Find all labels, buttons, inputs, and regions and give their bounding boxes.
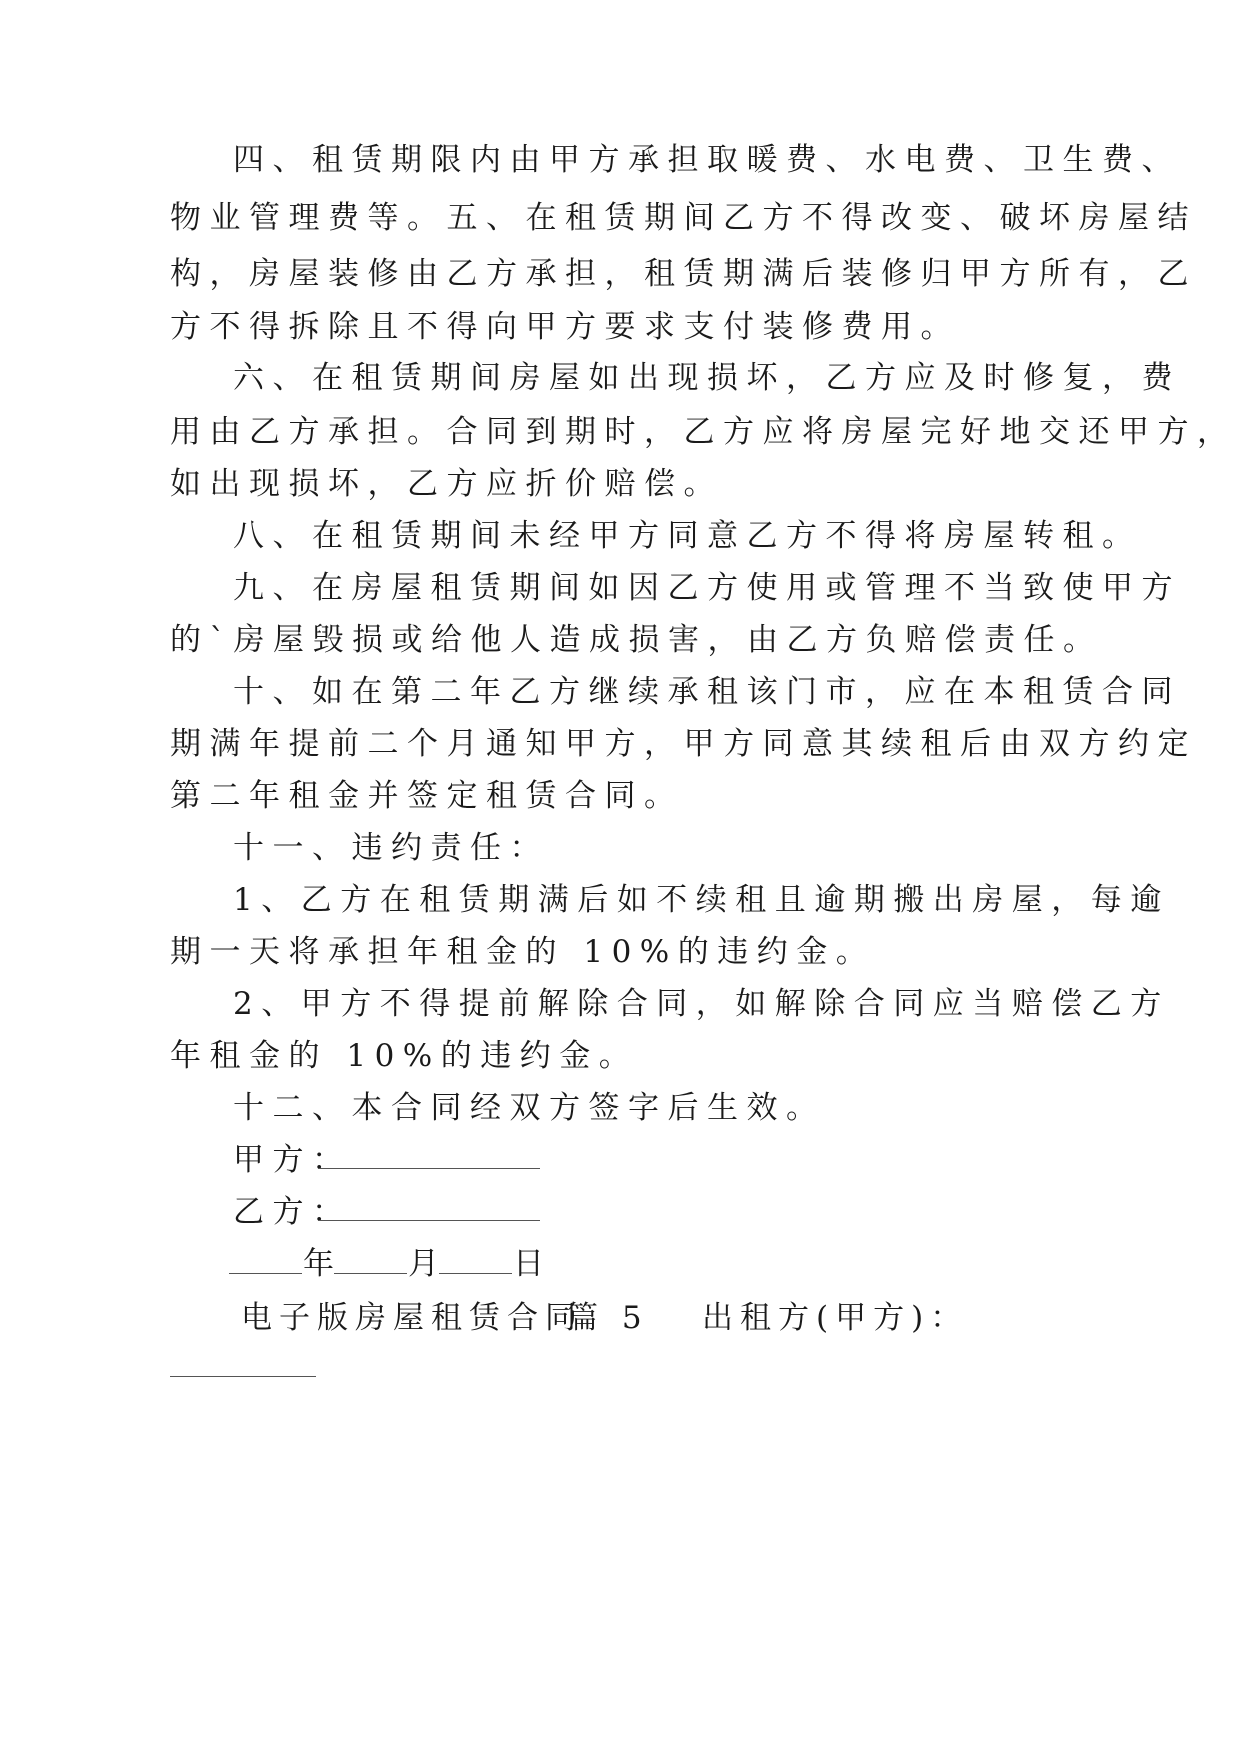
section-heading: 十一、违约责任：: [233, 830, 549, 866]
paragraph-line: 十、如在第二年乙方继续承租该门市，应在本租赁合同: [233, 674, 1181, 710]
year-blank: [229, 1273, 302, 1274]
party-a-label: 甲方：: [233, 1142, 352, 1178]
paragraph-line: 方不得拆除且不得向甲方要求支付装修费用。: [170, 309, 960, 345]
party-b-signature-line: [318, 1220, 540, 1221]
paragraph-line: 的`房屋毁损或给他人造成损害，由乙方负赔偿责任。: [170, 622, 1103, 658]
contract-section: 篇 5: [567, 1300, 649, 1336]
lessor-label: 出租方(甲方)：: [702, 1300, 969, 1336]
paragraph-line: 期满年提前二个月通知甲方，甲方同意其续租后由双方约定: [170, 726, 1197, 762]
party-b-label: 乙方：: [233, 1194, 352, 1230]
day-blank: [439, 1273, 512, 1274]
party-b-signature: [233, 1192, 352, 1232]
paragraph-line: 四、租赁期限内由甲方承担取暖费、水电费、卫生费、: [233, 142, 1181, 178]
party-a-signature-line: [318, 1168, 540, 1169]
paragraph-line: 2、甲方不得提前解除合同，如解除合同应当赔偿乙方: [233, 986, 1170, 1022]
contract-title: 电子版房屋租赁合同: [241, 1300, 583, 1336]
paragraph-line: 期一天将承担年租金的 10%的违约金。: [170, 934, 876, 970]
year-label: 年: [303, 1246, 334, 1282]
paragraph-line: 九、在房屋租赁期间如因乙方使用或管理不当致使甲方: [233, 570, 1181, 606]
paragraph-line: 第二年租金并签定租赁合同。: [170, 778, 684, 814]
party-a-signature: [233, 1140, 352, 1180]
paragraph-line: 十二、本合同经双方签字后生效。: [233, 1090, 826, 1126]
paragraph-line: 用由乙方承担。合同到期时，乙方应将房屋完好地交还甲方，: [170, 414, 1237, 450]
paragraph-line: 物业管理费等。五、在租赁期间乙方不得改变、破坏房屋结: [170, 200, 1197, 236]
paragraph-line: 1、乙方在租赁期满后如不续租且逾期搬出房屋，每逾: [233, 882, 1170, 918]
paragraph-line: 六、在租赁期间房屋如出现损坏，乙方应及时修复，费: [233, 360, 1181, 396]
lessor-blank-line: [170, 1376, 316, 1377]
paragraph-line: 年租金的 10%的违约金。: [170, 1038, 639, 1074]
day-label: 日: [513, 1246, 544, 1282]
paragraph-line: 如出现损坏，乙方应折价赔偿。: [170, 466, 723, 502]
month-blank: [334, 1273, 407, 1274]
month-label: 月: [408, 1246, 439, 1282]
paragraph-line: 构，房屋装修由乙方承担，租赁期满后装修归甲方所有，乙: [170, 256, 1197, 292]
paragraph-line: 八、在租赁期间未经甲方同意乙方不得将房屋转租。: [233, 518, 1142, 554]
